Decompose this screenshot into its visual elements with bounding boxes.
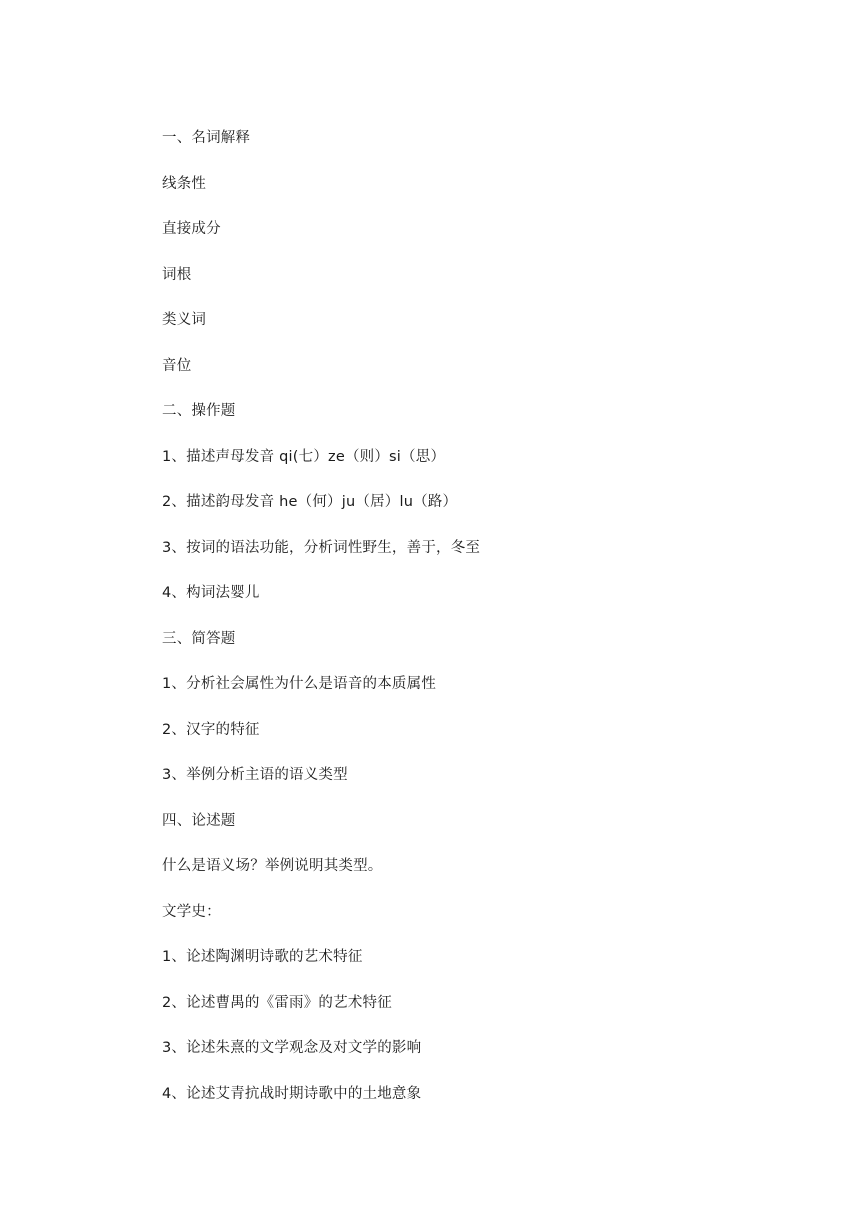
- question-item: 2、汉字的特征: [162, 722, 260, 738]
- question-item: 什么是语义场？举例说明其类型。: [162, 858, 383, 874]
- question-item: 3、举例分析主语的语义类型: [162, 767, 348, 783]
- question-item: 2、描述韵母发音 he（何）ju（居）lu（路）: [162, 494, 458, 510]
- section-heading-essay: 四、论述题: [162, 813, 236, 829]
- term-item: 直接成分: [162, 221, 221, 237]
- question-item: 4、构词法婴儿: [162, 585, 260, 601]
- section-heading-short-answer: 三、简答题: [162, 631, 236, 647]
- term-item: 音位: [162, 358, 192, 374]
- question-item: 1、论述陶渊明诗歌的艺术特征: [162, 949, 363, 965]
- question-item: 1、描述声母发音 qi(七）ze（则）si（思）: [162, 449, 446, 465]
- section-heading-literary-history: 文学史：: [162, 904, 221, 920]
- term-item: 类义词: [162, 312, 207, 328]
- question-item: 3、按词的语法功能，分析词性野生，善于，冬至: [162, 540, 481, 556]
- question-item: 4、论述艾青抗战时期诗歌中的土地意象: [162, 1086, 422, 1102]
- section-heading-term-explanation: 一、名词解释: [162, 130, 251, 146]
- term-item: 词根: [162, 267, 192, 283]
- term-item: 线条性: [162, 176, 207, 192]
- question-item: 3、论述朱熹的文学观念及对文学的影响: [162, 1040, 422, 1056]
- question-item: 2、论述曹禺的《雷雨》的艺术特征: [162, 995, 392, 1011]
- section-heading-operation: 二、操作题: [162, 403, 236, 419]
- question-item: 1、分析社会属性为什么是语音的本质属性: [162, 676, 437, 692]
